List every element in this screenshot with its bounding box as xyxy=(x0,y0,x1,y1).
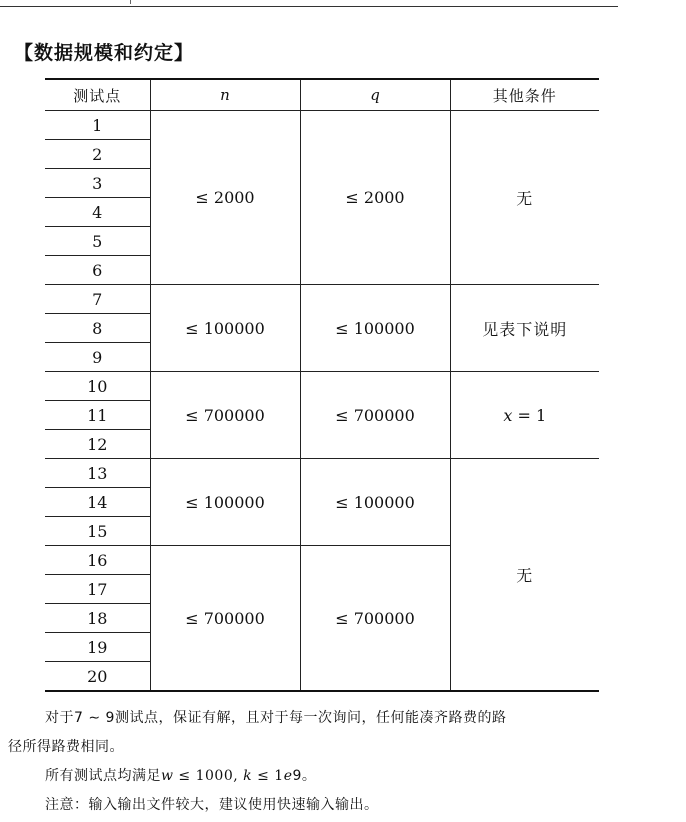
test-point-cell: 6 xyxy=(45,256,150,285)
table-row xyxy=(45,459,599,488)
note-constraints-text: 所有测试点均满足 xyxy=(45,768,161,784)
condition-cell: 无 xyxy=(450,459,599,692)
note-guarantee-cont: 径所得路费相同。 xyxy=(8,739,124,755)
test-point-cell: 8 xyxy=(45,314,150,343)
n-limit-cell: ≤ 100000 xyxy=(150,459,300,546)
top-rule-tick xyxy=(130,0,131,4)
table-row xyxy=(45,372,599,401)
k-bound-end: 9。 xyxy=(292,768,317,784)
table-row xyxy=(45,285,599,314)
test-point-cell: 14 xyxy=(45,488,150,517)
q-limit-cell: ≤ 700000 xyxy=(300,546,450,692)
test-point-cell: 16 xyxy=(45,546,150,575)
table-row xyxy=(45,111,599,140)
header-test-point: 测试点 xyxy=(45,79,150,111)
n-limit-cell: ≤ 100000 xyxy=(150,285,300,372)
test-point-cell: 2 xyxy=(45,140,150,169)
test-point-cell: 15 xyxy=(45,517,150,546)
note-io-warning: 注意：输入输出文件较大，建议使用快速输入输出。 xyxy=(45,797,379,813)
condition-var-x: x xyxy=(503,405,513,425)
header-q: q xyxy=(300,79,450,111)
test-point-cell: 11 xyxy=(45,401,150,430)
test-point-cell: 13 xyxy=(45,459,150,488)
q-limit-cell: ≤ 100000 xyxy=(300,459,450,546)
test-point-cell: 10 xyxy=(45,372,150,401)
test-point-cell: 1 xyxy=(45,111,150,140)
condition-cell: 见表下说明 xyxy=(450,285,599,372)
var-w: w xyxy=(161,768,174,784)
table-header-row xyxy=(45,79,599,111)
q-limit-cell: ≤ 2000 xyxy=(300,111,450,285)
n-limit-cell: ≤ 700000 xyxy=(150,372,300,459)
test-point-cell: 17 xyxy=(45,575,150,604)
test-point-cell: 18 xyxy=(45,604,150,633)
w-bound: ≤ 1000, xyxy=(173,768,244,784)
var-k: k xyxy=(243,768,253,784)
test-point-cell: 5 xyxy=(45,227,150,256)
test-point-cell: 19 xyxy=(45,633,150,662)
q-limit-cell: ≤ 700000 xyxy=(300,372,450,459)
q-limit-cell: ≤ 100000 xyxy=(300,285,450,372)
condition-cell xyxy=(450,372,599,459)
test-point-cell: 12 xyxy=(45,430,150,459)
k-bound: ≤ 1 xyxy=(252,768,284,784)
test-point-cell: 3 xyxy=(45,169,150,198)
notes-section xyxy=(0,704,686,820)
header-other-conditions: 其他条件 xyxy=(450,79,599,111)
header-n: n xyxy=(150,79,300,111)
constraints-table xyxy=(45,78,599,692)
test-point-cell: 9 xyxy=(45,343,150,372)
test-point-cell: 20 xyxy=(45,662,150,692)
note-guarantee: 对于7 ∼ 9测试点，保证有解，且对于每一次询问，任何能凑齐路费的路 xyxy=(45,710,507,726)
test-point-cell: 4 xyxy=(45,198,150,227)
var-e: e xyxy=(283,768,293,784)
note-constraints xyxy=(0,762,686,791)
condition-equals-one: = 1 xyxy=(512,405,547,425)
condition-cell: 无 xyxy=(450,111,599,285)
n-limit-cell: ≤ 700000 xyxy=(150,546,300,692)
n-limit-cell: ≤ 2000 xyxy=(150,111,300,285)
top-rule xyxy=(0,6,618,7)
test-point-cell: 7 xyxy=(45,285,150,314)
section-title: 【数据规模和约定】 xyxy=(14,42,195,64)
